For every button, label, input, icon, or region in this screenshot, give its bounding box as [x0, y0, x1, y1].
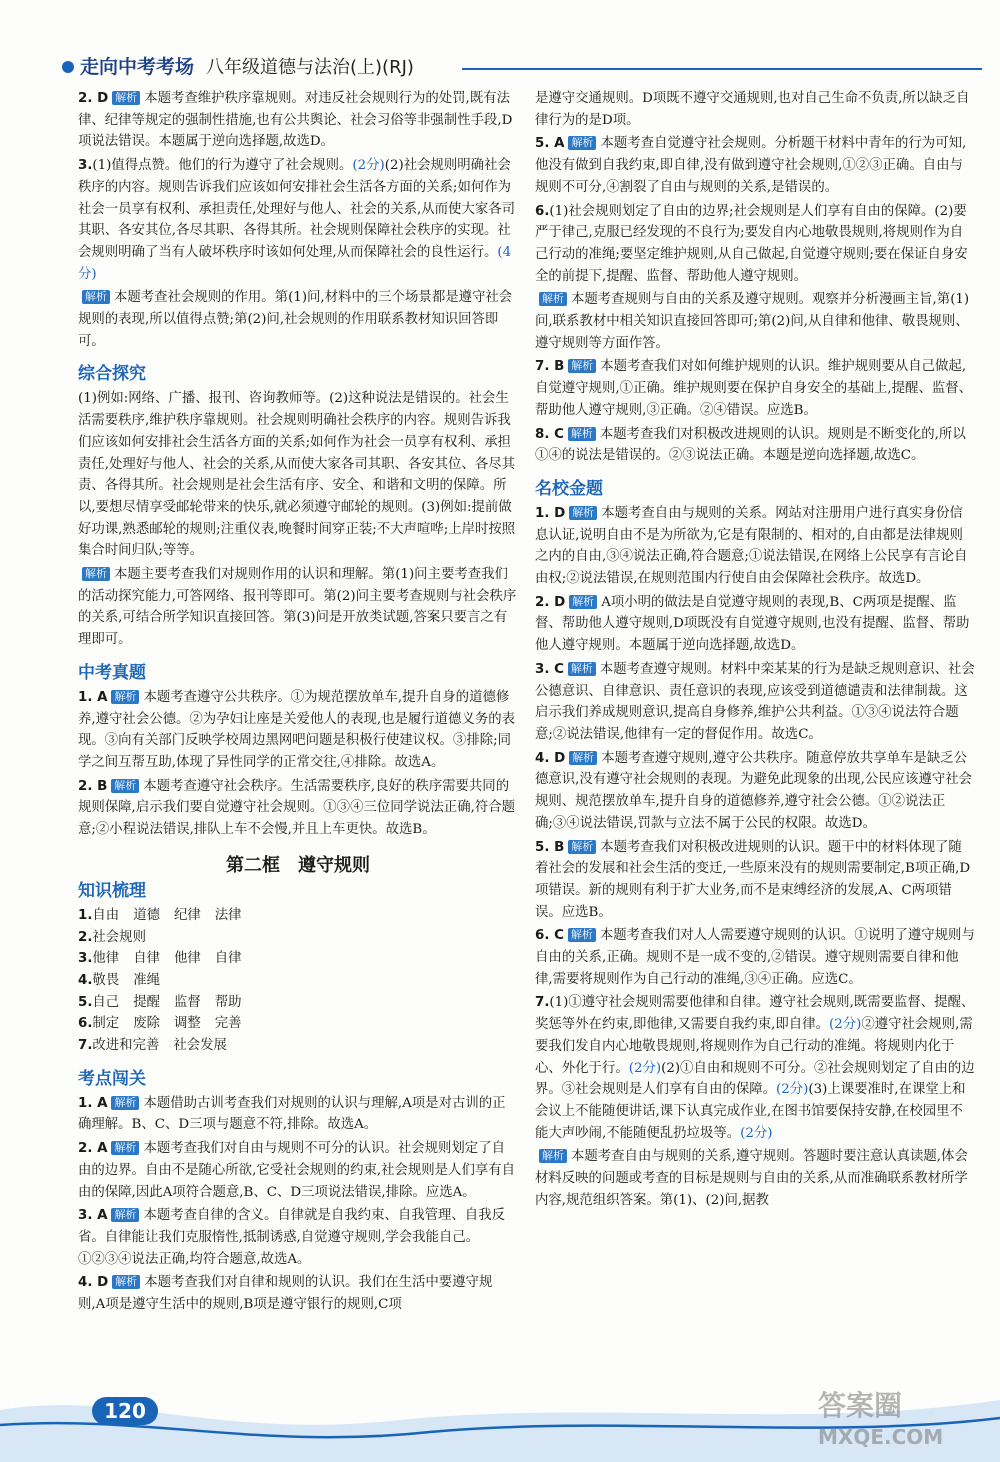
answer-item: (1)例如:网络、广播、报刊、咨询教师等。(2)这种说法是错误的。社会生活需要秩序,维护秩序靠规则。社会规则明确社会秩序的内容。规则告诉我们应该如何安排社会生活各方面的关系;如何作为社会一员享有权利、承担责任,处理好与他人、社会的关系,从而使大家各司其职、各安其位、各尽其责、各得其所。社会规则是社会生活有序、安全、和谐和文明的保障。所以,要想尽情享受邮轮带来的快乐,就必须遵守邮轮的规则。(3)例如:提前做好功课,熟悉邮轮的规则;注重仪表,晚餐时间穿正装;不大声喧哗;上岸时按照集合时间归队;等等。 [78, 391, 516, 559]
analysis-item [535, 1146, 975, 1211]
item-number: 2. D [535, 594, 566, 610]
knowledge-term: 纪律 [173, 907, 201, 923]
answer-item [78, 1093, 518, 1136]
knowledge-item [78, 992, 518, 1014]
analysis-badge: 解析 [111, 1096, 139, 1110]
answer-item [78, 1138, 518, 1203]
item-number: 6. [535, 203, 550, 219]
answer-item [535, 992, 975, 1144]
knowledge-term: 自律 [133, 951, 160, 967]
analysis-badge: 解析 [539, 1149, 567, 1163]
item-text: (2)社会规则明确社会秩序的内容。规则告诉我们应该如何安排社会生活各方面的关系;如何作为社会一员享有权利、承担责任,处理好与他人、社会的关系,从而使大家各司其职、各安其位,各尽其职、各得其所。社会规则保障社会秩序的实现。社会规则明确了当有人破坏秩序时该如何处理,从而保障社会的良性运行。 [78, 158, 516, 260]
page-number: 120 [92, 1397, 158, 1425]
knowledge-term: 自由 [92, 907, 120, 923]
watermark-title: 答案圈 [818, 1389, 903, 1422]
item-number: 2. B [78, 778, 108, 794]
analysis-badge: 解析 [111, 1141, 139, 1155]
analysis-badge: 解析 [568, 136, 596, 150]
analysis-badge: 解析 [569, 595, 597, 609]
item-text: 本题考查我们对积极改进规则的认识。规则是不断变化的,所以①④的说法是错误的。②③说法正确。本题是逆向选择题,故选C。 [535, 426, 966, 464]
item-text: 本题考查遵守社会秩序。生活需要秩序,良好的秩序需要共同的规则保障,启示我们要自觉遵守社会规则。①③④三位同学说法正确,符合题意;②小程说法错误,排队上车不会慢,并且上车更快。故选B。 [78, 778, 516, 838]
knowledge-term: 他律 [173, 951, 201, 967]
item-text: 本题考查我们对如何维护规则的认识。维护规则要从自己做起,自觉遵守规则,①正确。维护规则要在保护自身安全的基础上,提醒、监督、帮助他人遵守规则,③正确。②④错误。应选B。 [535, 359, 973, 418]
section-title: 中考真题 [78, 662, 146, 683]
item-number: 7. [535, 995, 550, 1011]
answer-item [78, 1272, 518, 1315]
analysis-text: 本题考查规则与自由的关系及遵守规则。观察并分析漫画主旨,第(1)问,联系教材中相关知识直接回答即可;第(2)问,从自律和他律、敬畏规则、遵守规则等方面作答。 [535, 292, 970, 351]
answer-item [78, 776, 518, 841]
item-text: A项小明的做法是自觉遵守规则的表现,B、C两项是提醒、监督、帮助他人遵守规则,D项既没有自觉遵守规则,也没有提醒、监督、帮助他人遵守规则。本题属于逆向选择题,故选D。 [535, 594, 970, 654]
item-number: 5. [78, 994, 93, 1010]
analysis-badge: 解析 [568, 840, 596, 854]
answer-item [78, 155, 518, 285]
item-number: 3. [78, 158, 93, 174]
item-number: 1. A [78, 689, 108, 705]
knowledge-term: 帮助 [214, 994, 242, 1010]
page-header [0, 48, 1000, 84]
item-number: 2. D [78, 91, 109, 106]
item-number: 5. B [535, 839, 565, 855]
knowledge-term: 社会规则 [92, 929, 146, 945]
left-column [78, 88, 518, 1318]
item-text: 本题考查自觉遵守社会规则。分析题干材料中青年的行为可知,他没有做到自我约束,即自律,没有做到遵守社会规则,①②③正确。自由与规则不可分,④割裂了自由与规则的关系,是错误的。 [535, 136, 967, 195]
item-number: 6. C [535, 928, 564, 944]
analysis-badge: 解析 [82, 567, 110, 581]
knowledge-term: 准绳 [133, 972, 160, 988]
item-number: 1. [78, 907, 93, 923]
score-mark: (2分) [828, 1017, 862, 1033]
item-text: 本题考查遵守规则,遵守公共秩序。随意停放共享单车是缺乏公德意识,没有遵守社会规则的表现。为避免此现象的出现,公民应该遵守社会规则、规范摆放单车,提升自身的道德修养,遵守社会公德。①②说法正确;③④说法错误,罚款与立法不属于公民的权限。故选D。 [535, 750, 973, 831]
answer-item [535, 837, 975, 924]
knowledge-term: 敬畏 [92, 972, 120, 988]
item-text: 本题考查遵守规则。材料中栾某某的行为是缺乏规则意识、社会公德意识、自律意识、责任意识的表现,应该受到道德谴责和法律制裁。这启示我们养成规则意识,提高自身修养,维护公共利益。①③④说法符合题意;②说法错误,他律有一定的督促作用。故选C。 [535, 661, 975, 742]
section-title: 知识梳理 [78, 880, 146, 901]
item-text: ②遵守社会规则,需要我们发自内心地敬畏规则,将规则作为自己行动的准绳。将规则内化于心、外化于行。 [535, 1017, 973, 1076]
item-number: 7. [78, 1038, 93, 1054]
analysis-item [78, 287, 518, 352]
analysis-badge: 解析 [112, 91, 140, 105]
knowledge-item [78, 948, 518, 970]
chapter-title: 第二框 遵守规则 [226, 854, 370, 876]
answer-item [78, 1205, 518, 1270]
answer-item [78, 88, 518, 153]
score-mark: (2分) [776, 1082, 809, 1098]
analysis-badge: 解析 [82, 290, 110, 304]
score-mark: (2分) [628, 1060, 662, 1076]
knowledge-item [78, 1035, 518, 1057]
analysis-badge: 解析 [568, 662, 596, 676]
watermark-url: MXQE.COM [818, 1425, 944, 1449]
analysis-badge: 解析 [569, 751, 597, 765]
item-text: (1)①遵守社会规则需要他律和自律。遵守社会规则,既需要监督、提醒、奖惩等外在约束,即他律,又需要自我约束,即自律。 [535, 995, 975, 1033]
knowledge-item [78, 970, 518, 992]
analysis-badge: 解析 [568, 359, 596, 373]
item-number: 4. [78, 972, 93, 988]
knowledge-term: 他律 [92, 951, 120, 967]
item-number: 1. D [535, 505, 566, 521]
score-mark: (2分) [740, 1125, 773, 1141]
bullet-icon [62, 61, 74, 73]
knowledge-term: 制定 [92, 1016, 120, 1032]
item-text: 本题考查我们对自由与规则不可分的认识。社会规则划定了自由的边界。自由不是随心所欲,它受社会规则的约束,社会规则是人们享有自由的保障,因此A项符合题意,B、C、D三项说法错误,排除。应选A。 [78, 1141, 516, 1200]
analysis-text: 本题主要考查我们对规则作用的认识和理解。第(1)问主要考查我们的活动探究能力,可答网络、报刊等即可。第(2)问主要考查规则与社会秩序的关系,可结合所学知识直接回答。第(3)问是开放类试题,答案只要言之有理即可。 [78, 567, 517, 648]
analysis-badge: 解析 [568, 427, 596, 441]
score-mark: (2分) [352, 158, 385, 174]
section-title: 综合探究 [78, 364, 146, 385]
right-column [535, 88, 975, 1213]
item-number: 8. C [535, 426, 564, 442]
answer-item [535, 659, 975, 746]
item-number: 3. [78, 951, 93, 967]
analysis-text: 本题考查自由与规则的关系,遵守规则。答题时要注意认真读题,体会材料反映的问题或考查的目标是规则与自由的关系,从而准确联系教材所学内容,规范组织答案。第(1)、(2)问,据教 [535, 1149, 968, 1208]
section-title: 名校金题 [535, 478, 603, 499]
item-number: 1. A [78, 1095, 108, 1111]
book-title [80, 52, 414, 79]
item-text: 本题考查维护秩序靠规则。对违反社会规则行为的处罚,既有法律、纪律等规定的强制性措施,也有公共舆论、社会习俗等非强制性手段,D项说法错误。本题属于逆向选择题,故选D。 [78, 91, 513, 150]
item-text: 本题考查我们对人人需要遵守规则的认识。①说明了遵守规则与自由的关系,正确。规则不是一成不变的,②错误。遵守规则需要自律和他律,需要将规则作为自己行动的准绳,③④正确。应选C。 [535, 928, 975, 987]
knowledge-item [78, 1013, 518, 1035]
knowledge-list [78, 905, 518, 1057]
answer-item [78, 687, 518, 774]
answer-item [535, 925, 975, 990]
item-text: 本题考查我们对积极改进规则的认识。题干中的材料体现了随着社会的发展和社会生活的变迁,一些原来没有的规则需要制定,B项正确,D项错误。新的规则有利于扩大业务,而不是束缚经济的发展,A、C两项错误。应选B。 [535, 839, 971, 920]
knowledge-term: 改进和完善 [92, 1038, 160, 1054]
answer-item [535, 201, 975, 288]
knowledge-term: 道德 [133, 907, 160, 923]
answer-item [535, 133, 975, 198]
answer-item [535, 424, 975, 467]
analysis-badge: 解析 [111, 779, 139, 793]
answer-item [535, 356, 975, 421]
analysis-badge: 解析 [111, 690, 139, 704]
book-subtitle: 八年级道德与法治(上)(RJ) [206, 57, 414, 78]
analysis-badge: 解析 [568, 928, 596, 942]
knowledge-term: 社会发展 [173, 1038, 227, 1054]
item-text: 本题考查自由与规则的关系。网站对注册用户进行真实身份信息认证,说明自由不是为所欲为,它是有限制的、相对的,自由都是法律规则之内的自由,③④说法正确,符合题意;①说法错误,在网络上公民享有言论自由权;②说法错误,在规则范围内行使自由会保障社会秩序。故选D。 [535, 505, 968, 587]
item-number: 6. [78, 1016, 93, 1032]
analysis-badge: 解析 [112, 1275, 140, 1289]
item-text: (2)①自由和规则不可分。②社会规则划定了自由的边界。③社会规则是人们享有自由的保障。 [535, 1060, 975, 1098]
answer-item [535, 592, 975, 657]
analysis-badge: 解析 [539, 292, 567, 306]
item-number: 5. A [535, 136, 565, 152]
item-number: 3. A [78, 1208, 108, 1224]
item-number: 7. B [535, 359, 565, 375]
knowledge-term: 自律 [214, 951, 242, 967]
knowledge-item [78, 927, 518, 949]
item-text: 本题考查遵守公共秩序。①为规范摆放单车,提升自身的道德修养,遵守社会公德。②为孕妇让座是关爱他人的表现,也是履行道德义务的表现。③向有关部门反映学校周边黑网吧问题是积极行使建议权。③排除;同学之间互帮互助,体现了异性同学的正常交往,④排除。故选A。 [78, 689, 516, 770]
analysis-badge: 解析 [569, 506, 597, 520]
knowledge-term: 提醒 [133, 994, 160, 1010]
item-number: 2. [78, 929, 93, 945]
knowledge-term: 法律 [214, 907, 242, 923]
item-number: 3. C [535, 661, 564, 677]
item-text: 本题考查我们对自律和规则的认识。我们在生活中要遵守规则,A项是遵守生活中的规则,B项是遵守银行的规则,C项 [78, 1275, 493, 1313]
analysis-text: 本题考查社会规则的作用。第(1)问,材料中的三个场景都是遵守社会规则的表现,所以值得点赞;第(2)问,社会规则的作用联系教材知识回答即可。 [78, 290, 513, 349]
series-title: 走向中考考场 [80, 56, 195, 78]
item-text: (3)上课要准时,在课堂上和会议上不能随便讲话,课下认真完成作业,在图书馆要保持安静,在校园里不能大声吵闹,不能随便乱扔垃圾等。 [535, 1082, 966, 1141]
analysis-item [535, 289, 975, 354]
answer-item [535, 503, 975, 590]
knowledge-term: 完善 [214, 1016, 242, 1032]
item-text: (1)社会规则划定了自由的边界;社会规则是人们享有自由的保障。(2)要严于律己,克服已经发现的不良行为;要发自内心地敬畏规则,将规则作为自己行动的准绳;要坚定维护规则,从自己做起,自觉遵守规则;要在保证自身安全的前提下,提醒、监督、帮助他人遵守规则。 [535, 203, 968, 284]
header-rule [462, 68, 982, 70]
score-mark: (4分) [78, 244, 512, 282]
knowledge-term: 自己 [92, 994, 120, 1010]
knowledge-term: 废除 [133, 1016, 160, 1032]
knowledge-term: 调整 [173, 1016, 201, 1032]
analysis-item [78, 564, 518, 651]
watermark [818, 1388, 988, 1458]
knowledge-term: 监督 [173, 994, 201, 1010]
analysis-badge: 解析 [111, 1208, 139, 1222]
item-number: 2. A [78, 1141, 108, 1157]
knowledge-item [78, 905, 518, 927]
answer-item [535, 748, 975, 835]
item-number: 4. D [535, 750, 566, 766]
answer-item: 是遵守交通规则。D项既不遵守交通规则,也对自己生命不负责,所以缺乏自律行为的是D项。 [535, 91, 970, 128]
section-title: 考点闯关 [78, 1068, 146, 1089]
item-text: (1)值得点赞。他们的行为遵守了社会规则。 [92, 158, 353, 174]
item-number: 4. D [78, 1275, 109, 1291]
item-text: 本题借助古训考查我们对规则的认识与理解,A项是对古训的正确理解。B、C、D三项与题意不符,排除。故选A。 [78, 1095, 506, 1133]
item-text: 本题考查自律的含义。自律就是自我约束、自我管理、自我反省。自律能让我们克服惰性,抵制诱惑,自觉遵守规则,学会我能自己。①②③④说法正确,均符合题意,故选A。 [78, 1208, 505, 1267]
